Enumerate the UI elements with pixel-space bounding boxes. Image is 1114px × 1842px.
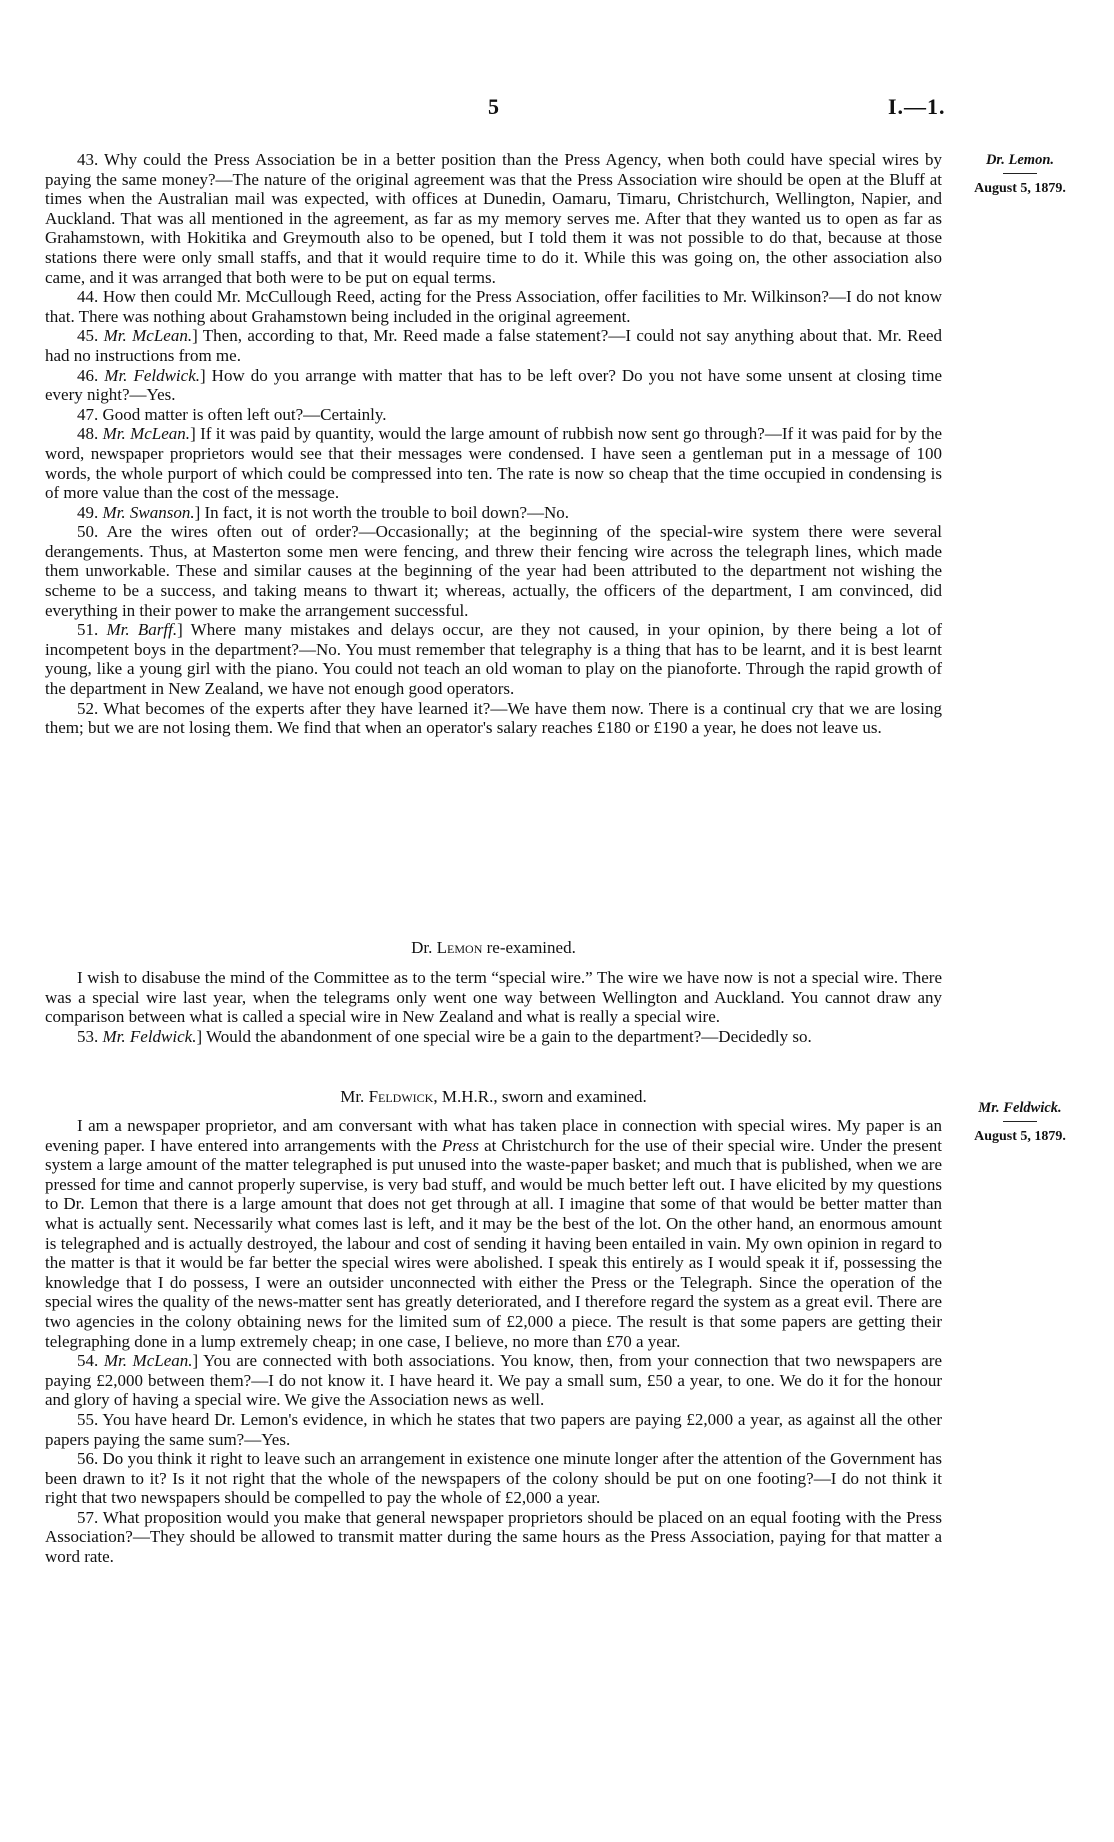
evidence-paragraph [45,287,942,326]
speaker-name: Mr. Feldwick. [104,365,200,385]
paragraph-text: ] Where many mistakes and delays occur, are they not caused, in your opinion, by there being a lot of incompetent boys in the department?—No. You must remember that telegraphy is a thing that has to be learnt, and it is best learnt young, like a young girl with the piano. You could not teach an old woman to play on the pianoforte. Through the rapid growth of the department in New Zealand, we have not enough good operators. [45,620,943,699]
paragraph-text: ] In fact, it is not worth the trouble to boil down?—No. [194,502,570,522]
evidence-section-feldwick [45,1116,942,1567]
margin-note-rule [1003,1121,1037,1122]
paragraph-text: I wish to disabuse the mind of the Committee as to the term “special wire.” The wire we have now is not a special wire. There was a special wire last year, when the telegrams only went one way between Wellington and Auckland. You cannot draw any comparison between what is called a special wire in New Zealand and what is really a special wire. [45,968,942,1027]
speaker-name: Mr. McLean. [103,1351,193,1371]
evidence-paragraph [45,522,942,620]
evidence-paragraph [45,1351,942,1410]
evidence-paragraph [45,326,942,365]
heading-feldwick-sworn [45,1087,942,1107]
evidence-paragraph [45,620,942,698]
page-number: 5 [488,94,499,119]
question-number: 46. [77,365,105,385]
heading-suffix: re-examined. [482,938,576,957]
margin-note-date: August 5, 1879. [974,1129,1066,1144]
margin-note-feldwick [955,1098,1085,1147]
evidence-paragraph [45,1410,942,1449]
paragraph-text: ] You are connected with both associations. You know, then, from your connection that two newspapers are paying £2,000 between them?—I do not know it. I have heard it. We pay a small sum, £50 a year, to one. We do it for the honour and glory of having a special wire. We give the Association news as well. [45,1351,942,1410]
evidence-paragraph [45,503,942,523]
paragraph-text: ] Then, according to that, Mr. Reed made a false statement?—I could not say anything about that. Mr. Reed had no instructions from me. [45,326,943,365]
heading-name: Lemon [436,938,483,957]
document-reference: I.—1. [888,94,946,119]
margin-note-rule [1003,173,1037,174]
speaker-name: Mr. Barff. [106,620,178,640]
evidence-paragraph [45,150,942,287]
evidence-paragraph [45,1508,942,1567]
paragraph-text: 57. What proposition would you make that general newspaper proprietors should be placed on an equal footing with the Press Association?—They should be allowed to transmit matter during the same hours as the Press Association, paying for that matter a word rate. [45,1507,942,1567]
question-number: 53. [77,1026,103,1046]
speaker-name: Mr. Swanson. [102,502,195,522]
evidence-paragraph [45,1449,942,1508]
heading-prefix: Dr. [411,938,437,957]
speaker-name: Mr. McLean. [102,424,191,444]
margin-note-name: Dr. Lemon. [985,152,1055,168]
evidence-paragraph [45,1027,942,1047]
margin-note-lemon [955,150,1085,199]
speaker-name: Mr. McLean. [103,326,193,346]
evidence-paragraph [45,366,942,405]
paragraph-text: 52. What becomes of the experts after they have learned it?—We have them now. There is a continual cry that we are losing them; but we are not losing them. We find that when an operator's salary reaches £180 or £190 a year, he does not leave us. [45,698,942,738]
heading-name: Feldwick [368,1087,434,1106]
margin-note-name: Mr. Feldwick. [978,1100,1062,1116]
heading-prefix: Mr. [340,1087,369,1106]
paragraph-text: 55. You have heard Dr. Lemon's evidence, in which he states that two papers are paying £2,000 a year, as against all the other papers paying the same sum?—Yes. [45,1409,942,1449]
paragraph-text: 56. Do you think it right to leave such an arrangement in existence one minute longer after the attention of the Government has been drawn to it? Is it not right that the whole of the newspapers of the colony should be put on one footing?—I do not think it right that two newspapers should be compelled to pay the whole of £2,000 a year. [45,1449,942,1508]
paragraph-text: ] If it was paid by quantity, would the large amount of rubbish now sent go through?—If it was paid for by the word, newspaper proprietors would see that their messages were condensed. I have seen a gentleman put in a message of 100 words, the whole purport of which could be compressed into ten. The rate is now so cheap that the time occupied in condensing is of more value than the cost of the message. [45,424,942,503]
evidence-paragraph [45,424,942,502]
paragraph-text: 50. Are the wires often out of order?—Occasionally; at the beginning of the special-wire system there were several derangements. Thus, at Masterton some men were fencing, and threw their fencing wire across the telegraph lines, which made them unworkable. These and similar causes at the beginning of the year had been attributed to the department not wishing the scheme to be a success, and taking means to thwart it; whereas, actually, the officers of the department, I am convinced, did everything in their power to make the arrangement successful. [45,522,942,620]
margin-note-date: August 5, 1879. [974,181,1066,196]
paragraph-text: 44. How then could Mr. McCullough Reed, acting for the Press Association, offer facilities to Mr. Wilkinson?—I do not know that. There was nothing about Grahamstown being included in the original agreement. [45,287,942,326]
heading-lemon-reexamined [45,938,942,958]
paragraph-text: at Christchurch for the use of their special wire. Under the present system a large amount of the matter telegraphed is put unused into the waste-paper basket; and much that is published, when we are pressed for time and cannot properly supervise, is very bad stuff, and would be much better left out. I have elicited by my questions to Dr. Lemon that there is a large amount that does not get through at all. I imagine that some of that would be better matter than what is actually sent. Necessarily what comes last is left, and it may be the best of the lot. On the other hand, an enormous amount is telegraphed and is actually destroyed, the labour and cost of sending it having been entailed in vain. My own opinion in regard to the matter is that it would be far better the special wires were abolished. I speak this entirely as I would speak it if, possessing the knowledge that I do possess, I were an outsider unconnected with either the Press or the Telegraph. Since the operation of the special wires the quality of the news-matter sent has greatly deteriorated, and I therefore regard the system as a great evil. There are two agencies in the colony obtaining news for the limited sum of £2,000 a piece. The result is that some papers are getting their telegraphing done in a lump extremely cheap; in one case, I believe, no more than £70 a year. [45,1135,942,1351]
paragraph-text: ] How do you arrange with matter that has to be left over? Do you not have some unsent at closing time every night?—Yes. [45,365,942,405]
question-number: 49. [77,502,103,522]
speaker-name: Mr. Feldwick. [102,1026,197,1046]
evidence-paragraph [45,699,942,738]
evidence-paragraph [45,405,942,425]
question-number: 51. [77,620,107,640]
question-number: 45. [77,326,104,346]
question-number: 48. [77,424,103,444]
paragraph-text: 43. Why could the Press Association be in a better position than the Press Agency, when both could have special wires by paying the same money?—The nature of the original agreement was that the Press Association wire should be open at the Bluff at times when the Australian mail was expected, with offices at Dunedin, Oamaru, Timaru, Christchurch, Wellington, Napier, and Auckland. That was all mentioned in the agreement, as far as my memory serves me. After that they wanted us to open as far as Grahamstown, with Hokitika and Greymouth also to be opened, but I told them it was not possible to do that, because at those stations there were only small staffs, and that it would require time to do it. While this was going on, the other association also came, and it was arranged that both were to be put on equal terms. [45,150,942,287]
statement-paragraph [45,1116,942,1351]
paragraph-text: 47. Good matter is often left out?—Certainly. [77,404,387,424]
evidence-section-lemon [45,150,942,738]
newspaper-name: Press [441,1135,480,1155]
evidence-section-reexamination [45,968,942,1046]
paragraph-text: I am a newspaper proprietor, and am conversant with what has taken place in connection with special wires. My paper is an evening paper. I have entered into arrangements with the [45,1116,942,1155]
page-header [0,94,1114,124]
evidence-paragraph [45,968,942,1027]
paragraph-text: ] Would the abandonment of one special wire be a gain to the department?—Decidedly so. [196,1026,812,1046]
question-number: 54. [77,1351,104,1371]
heading-suffix: , M.H.R., sworn and examined. [433,1087,647,1106]
